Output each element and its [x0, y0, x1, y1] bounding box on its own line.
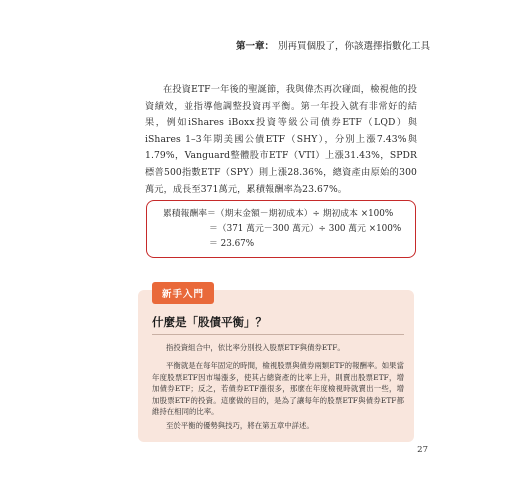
body-paragraph: 在投資ETF一年後的聖誕節，我與偉杰再次碰面，檢視他的投資績效，並指導他調整投資再平衡。第一年投入就有非常好的結果，例如iShares iBoxx投資等級公司債券ETF（LQD）與iShares 1–3年期美國公債ETF（SHY），分別上漲7.43%與1.79%，Vanguard整體股市ETF（VTI）上漲31.43%，SPDR標普500指數ETF（SPY）則上漲28.36%，總資產由原始的300萬元，成長至371萬元，累積報酬率為23.67%。	[145, 84, 417, 195]
formula-box	[146, 200, 416, 258]
page-number: 27	[417, 445, 428, 455]
sidebar-paragraph-2: 平衡就是在每年固定的時間，檢視股票與債券兩類ETF的報酬率。如果當年度股票ETF因市場漲多，使其占總資產的比率上升，則賣出股票ETF，增加債券ETF；反之，若債券ETF漲很多，那麼在年度檢視時就賣出一些，增加股票ETF的投資。這麼做的目的，是為了讓每年的股票ETF與債券ETF都維持在相同的比率。	[152, 361, 404, 416]
running-header	[236, 38, 430, 52]
chapter-number: 第一章：	[235, 41, 274, 52]
sidebar-paragraph-3: 至於平衡的優勢與技巧，將在第五章中詳述。	[166, 421, 314, 430]
formula-line-1: 累積報酬率＝（期末金額－期初成本）÷ 期初成本 ×100%	[163, 209, 394, 219]
formula-line-2: ＝（371 萬元－300 萬元）÷ 300 萬元 ×100%	[209, 224, 402, 234]
formula-line-3: ＝ 23.67%	[209, 239, 255, 249]
beginner-sidebar	[138, 290, 414, 442]
sidebar-paragraph-1: 指投資組合中，依比率分別投入股票ETF與債券ETF。	[166, 343, 345, 352]
sidebar-divider	[152, 334, 404, 335]
chapter-title: 別再買個股了，你該選擇指數化工具	[277, 41, 430, 52]
sidebar-title: 什麼是「股債平衡」？	[152, 315, 267, 329]
sidebar-tab-label: 新手入門	[152, 282, 214, 304]
